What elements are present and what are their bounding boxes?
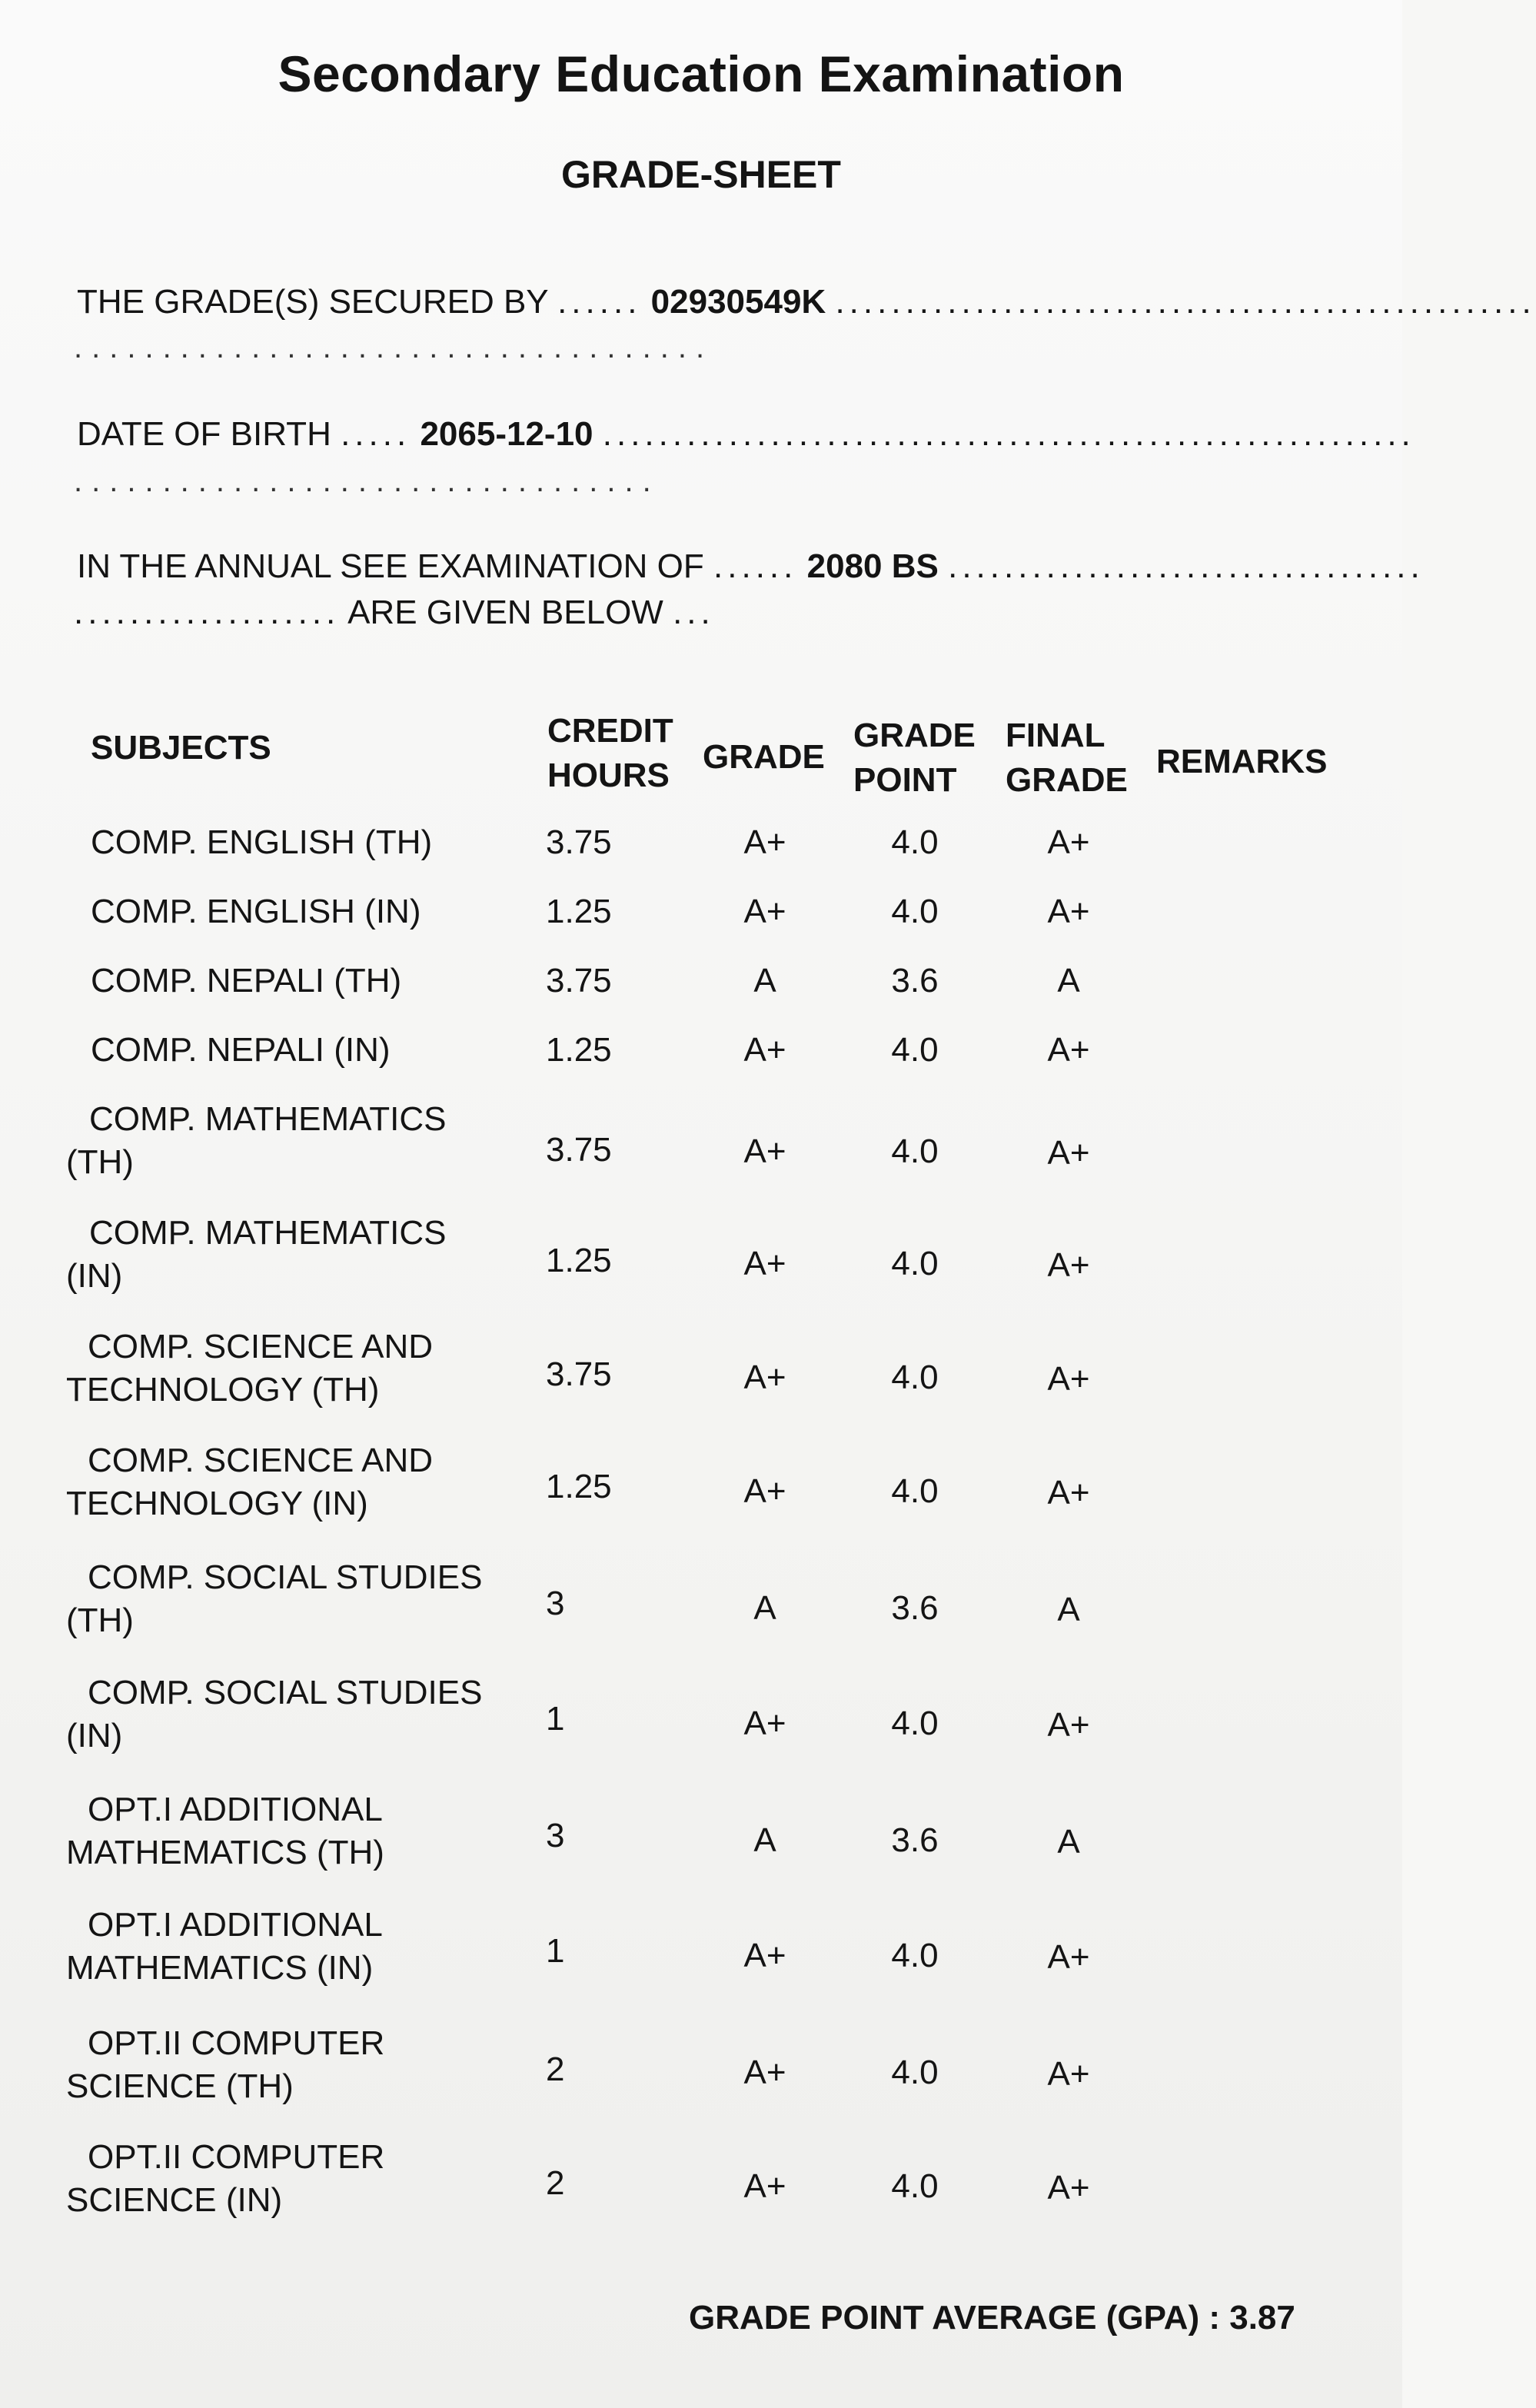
subject-cell — [66, 1325, 527, 1412]
subject-line: COMP. ENGLISH (TH) — [91, 823, 433, 861]
grade-cell: A+ — [743, 1472, 786, 1510]
subject-line: COMP. SCIENCE AND — [88, 1328, 434, 1365]
grade-cell: A — [753, 962, 776, 999]
subject-line: COMP. SCIENCE AND — [88, 1442, 434, 1479]
subject-cell — [66, 1788, 527, 1874]
dot-leader-row: ................................. — [74, 464, 660, 498]
header-final-grade — [1006, 713, 1128, 803]
subject-cell — [66, 1904, 527, 1990]
credit-cell: 3.75 — [546, 1355, 612, 1393]
credit-cell: 3.75 — [546, 1131, 612, 1169]
document-subtitle: GRADE-SHEET — [561, 153, 841, 196]
subject-line: COMP. SOCIAL STUDIES — [88, 1674, 483, 1711]
final-grade-cell: A+ — [1047, 1031, 1090, 1069]
subject-cell — [66, 2022, 527, 2108]
exam-suffix: ARE GIVEN BELOW — [347, 594, 663, 631]
grade-cell: A+ — [743, 893, 786, 930]
exam-year: 2080 BS — [806, 547, 939, 585]
grade-point-cell: 3.6 — [891, 1589, 939, 1627]
subject-cell — [66, 821, 527, 864]
subject-cell — [66, 2136, 527, 2222]
subject-cell — [66, 1098, 527, 1184]
grade-point-cell: 4.0 — [891, 2167, 939, 2205]
grade-cell: A+ — [743, 2054, 786, 2091]
subject-cell — [66, 1029, 527, 1072]
final-grade-cell: A — [1057, 1823, 1080, 1861]
grade-point-cell: 4.0 — [891, 1245, 939, 1282]
subject-line: (TH) — [66, 1143, 134, 1181]
final-grade-cell: A+ — [1047, 823, 1090, 861]
subject-line: MATHEMATICS (TH) — [66, 1834, 384, 1871]
grade-point-cell: 3.6 — [891, 962, 939, 999]
subject-line: OPT.I ADDITIONAL — [88, 1906, 383, 1944]
gpa-label: GRADE POINT AVERAGE (GPA) : — [689, 2299, 1220, 2336]
symbol-number: 02930549K — [650, 283, 826, 321]
dot-leader: .......................................................... — [602, 415, 1415, 453]
credit-cell: 1.25 — [546, 893, 612, 930]
subject-cell — [66, 1671, 527, 1758]
credit-cell: 1 — [546, 1932, 565, 1970]
credit-cell: 2 — [546, 2164, 565, 2202]
exam-line — [77, 547, 1425, 586]
subject-line: OPT.II COMPUTER — [88, 2024, 385, 2062]
credit-cell: 3.75 — [546, 823, 612, 861]
final-grade-cell: A — [1057, 962, 1080, 999]
final-grade-cell: A+ — [1047, 1706, 1090, 1744]
grade-point-cell: 4.0 — [891, 1705, 939, 1742]
subject-line: (IN) — [66, 1717, 123, 1754]
subject-line: COMP. NEPALI (IN) — [91, 1031, 391, 1069]
credit-cell: 1 — [546, 1700, 565, 1738]
secured-by-line — [77, 283, 1536, 321]
dot-leader: .................................................. — [835, 283, 1536, 321]
dot-leader: ... — [673, 594, 715, 631]
subject-line: TECHNOLOGY (IN) — [66, 1485, 368, 1522]
grade-cell: A+ — [743, 1359, 786, 1396]
grade-point-cell: 4.0 — [891, 2054, 939, 2091]
header-grade: GRADE — [703, 738, 825, 776]
final-grade-cell: A+ — [1047, 1246, 1090, 1284]
grade-cell: A+ — [743, 823, 786, 861]
credit-cell: 3 — [546, 1585, 565, 1622]
credit-cell: 3 — [546, 1817, 565, 1854]
credit-cell: 1.25 — [546, 1031, 612, 1069]
exam-line-2 — [74, 594, 1335, 632]
header-credit-line2: HOURS — [547, 757, 670, 794]
grade-point-cell: 4.0 — [891, 1359, 939, 1396]
subject-line: COMP. NEPALI (TH) — [91, 962, 402, 999]
subject-line: OPT.II COMPUTER — [88, 2138, 385, 2176]
subject-line: (IN) — [66, 1257, 123, 1295]
grade-point-cell: 4.0 — [891, 1472, 939, 1510]
credit-cell: 2 — [546, 2050, 565, 2088]
secured-by-label: THE GRADE(S) SECURED BY — [77, 283, 548, 321]
subject-cell — [66, 1439, 527, 1525]
final-grade-cell: A — [1057, 1591, 1080, 1628]
dot-leader: ...... — [557, 283, 642, 321]
subject-cell — [66, 1556, 527, 1642]
gpa-line — [689, 2299, 1295, 2337]
header-grade-point — [853, 713, 976, 803]
grade-cell: A+ — [743, 1132, 786, 1170]
credit-cell: 1.25 — [546, 1468, 612, 1505]
subject-line: OPT.I ADDITIONAL — [88, 1791, 383, 1828]
final-grade-cell: A+ — [1047, 2169, 1090, 2207]
header-remarks: REMARKS — [1156, 743, 1328, 780]
grade-point-cell: 4.0 — [891, 1132, 939, 1170]
final-grade-cell: A+ — [1047, 1360, 1090, 1398]
gpa-value: 3.87 — [1229, 2299, 1295, 2336]
grade-cell: A — [753, 1821, 776, 1859]
final-grade-cell: A+ — [1047, 2055, 1090, 2093]
header-gp-line1: GRADE — [853, 717, 976, 754]
subject-cell — [66, 1212, 527, 1298]
dot-leader: .................................. — [948, 547, 1425, 585]
subject-line: COMP. MATHEMATICS — [89, 1214, 447, 1252]
header-final-line2: GRADE — [1006, 761, 1128, 799]
subject-line: MATHEMATICS (IN) — [66, 1949, 374, 1987]
subject-cell — [66, 890, 527, 933]
grade-point-cell: 4.0 — [891, 823, 939, 861]
grade-point-cell: 4.0 — [891, 1937, 939, 1974]
header-gp-line2: POINT — [853, 761, 957, 799]
final-grade-cell: A+ — [1047, 1474, 1090, 1512]
dot-leader-row: .................................... — [74, 331, 714, 364]
final-grade-cell: A+ — [1047, 893, 1090, 930]
subject-line: (TH) — [66, 1601, 134, 1639]
header-credit-line1: CREDIT — [547, 712, 673, 750]
document-title: Secondary Education Examination — [278, 45, 1125, 102]
dot-leader: ..... — [341, 415, 411, 453]
header-subjects: SUBJECTS — [91, 729, 271, 767]
subject-line: SCIENCE (TH) — [66, 2067, 294, 2105]
grade-point-cell: 3.6 — [891, 1821, 939, 1859]
final-grade-cell: A+ — [1047, 1938, 1090, 1976]
grade-cell: A+ — [743, 1245, 786, 1282]
dot-leader: ................... — [74, 594, 341, 631]
grade-point-cell: 4.0 — [891, 1031, 939, 1069]
dob-label: DATE OF BIRTH — [77, 415, 331, 453]
dob-line — [77, 415, 1415, 454]
dot-leader: ...... — [713, 547, 798, 585]
subject-line: COMP. SOCIAL STUDIES — [88, 1558, 483, 1596]
dob-value: 2065-12-10 — [420, 415, 593, 453]
grade-cell: A+ — [743, 2167, 786, 2205]
grade-cell: A+ — [743, 1937, 786, 1974]
grade-point-cell: 4.0 — [891, 893, 939, 930]
credit-cell: 1.25 — [546, 1242, 612, 1279]
header-final-line1: FINAL — [1006, 717, 1105, 754]
credit-cell: 3.75 — [546, 962, 612, 999]
grade-cell: A+ — [743, 1031, 786, 1069]
grade-cell: A — [753, 1589, 776, 1627]
header-credit-hours — [547, 709, 673, 798]
final-grade-cell: A+ — [1047, 1134, 1090, 1172]
grade-cell: A+ — [743, 1705, 786, 1742]
subject-line: TECHNOLOGY (TH) — [66, 1371, 380, 1409]
subject-line: COMP. MATHEMATICS — [89, 1100, 447, 1138]
exam-label: IN THE ANNUAL SEE EXAMINATION OF — [77, 547, 704, 585]
subject-cell — [66, 960, 527, 1003]
subject-line: SCIENCE (IN) — [66, 2181, 283, 2219]
subject-line: COMP. ENGLISH (IN) — [91, 893, 421, 930]
